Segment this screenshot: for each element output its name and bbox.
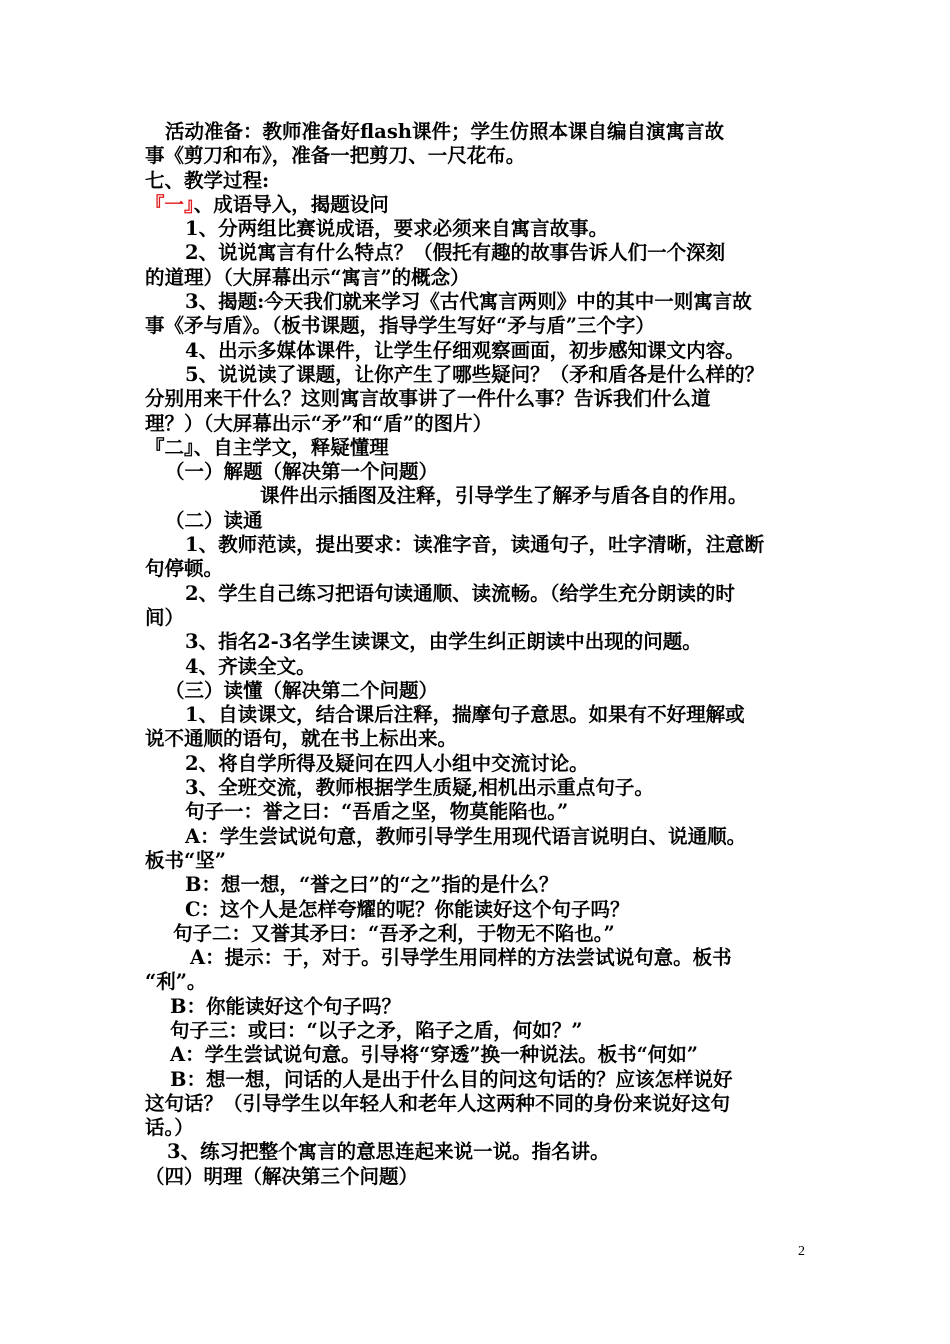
section-heading [145,193,810,217]
text-line: 事《剪刀和布》，准备一把剪刀、一尺花布。 [145,144,526,168]
text-line: 5、说说读了课题，让你产生了哪些疑问？（矛和盾各是什么样的？ [185,362,765,386]
example-sentence: 句子三：或曰：“以子之矛，陷子之盾，何如？” [170,1018,583,1042]
text-line: 4、出示多媒体课件，让学生仔细观察画面，初步感知课文内容。 [185,338,745,362]
text-line: 说不通顺的语句，就在书上标出来。 [145,727,458,751]
text-line: 3、指名2-3名学生读课文，由学生纠正朗读中出现的问题。 [185,630,702,654]
text-line: 3、揭题:今天我们就来学习《古代寓言两则》中的其中一则寓言故 [185,290,752,314]
text-line: 间） [145,605,185,629]
subsection-heading: （二）读通 [165,508,263,532]
text-line: 1、教师范读，提出要求：读准字音，读通句子，吐字清晰，注意断 [185,533,765,557]
section-heading: 『二』、自主学文，释疑懂理 [145,435,389,459]
text-line: A：提示：于，对于。引导学生用同样的方法尝试说句意。板书 [190,946,732,970]
text-line: 1、分两组比赛说成语，要求必须来自寓言故事。 [185,217,609,241]
text-line: 事《矛与盾》。（板书课题，指导学生写好“矛与盾”三个字） [145,314,655,338]
example-sentence: 句子一：誉之曰：“吾盾之坚，物莫能陷也。” [185,800,569,824]
text-line: 2、学生自己练习把语句读通顺、读流畅。（给学生充分朗读的时 [185,581,735,605]
subsection-heading: （四）明理（解决第三个问题） [145,1164,419,1188]
section-one-title: 、成语导入，揭题设问 [193,192,389,216]
text-line: 3、全班交流，教师根据学生质疑,相机出示重点句子。 [185,776,654,800]
subsection-heading: （一）解题（解决第一个问题） [165,460,439,484]
text-line: A：学生尝试说句意。引导将“穿透”换一种说法。板书“何如” [170,1043,698,1067]
page-number: 2 [798,1244,805,1259]
text-line: 1、自读课文，结合课后注释，揣摩句子意思。如果有不好理解或 [185,703,745,727]
text-line: 分别用来干什么？这则寓言故事讲了一件什么事？告诉我们什么道 [145,387,711,411]
text-line: C：这个人是怎样夸耀的呢？你能读好这个句子吗？ [185,897,630,921]
text-line: B：想一想，问话的人是出于什么目的问这句话的？应该怎样说好 [170,1067,733,1091]
text-line: 2、将自学所得及疑问在四人小组中交流讨论。 [185,751,589,775]
example-sentence: 句子二：又誉其矛曰：“吾矛之利，于物无不陷也。” [173,921,615,945]
lesson-plan-body [145,120,810,1189]
text-line: 的道理）（大屏幕出示“寓言”的概念） [145,265,470,289]
section-one-mark: 『一』 [145,192,194,216]
text-line: 课件出示插图及注释，引导学生了解矛与盾各自的作用。 [260,484,748,508]
text-line: 理？）（大屏幕出示“矛”和“盾”的图片） [145,411,493,435]
text-line: 话。） [145,1116,194,1140]
text-line: 活动准备：教师准备好flash课件；学生仿照本课自编自演寓言故 [165,120,724,143]
text-line: 3、练习把整个寓言的意思连起来说一说。指名讲。 [167,1140,610,1164]
text-line: B：想一想，“誉之曰”的“之”指的是什么？ [185,873,559,897]
text-line: A：学生尝试说句意，教师引导学生用现代语言说明白、说通顺。 [185,824,747,848]
subsection-heading: （三）读懂（解决第二个问题） [165,678,439,702]
text-line: 这句话？（引导学生以年轻人和老年人这两种不同的身份来说好这句 [145,1091,731,1115]
text-line: 4、齐读全文。 [185,654,316,678]
text-line: B：你能读好这个句子吗？ [170,994,401,1018]
text-line: “利”。 [145,970,207,994]
text-line: 2、说说寓言有什么特点？（假托有趣的故事告诉人们一个深刻 [185,241,726,265]
text-line: 句停顿。 [145,557,224,581]
section-heading: 七、教学过程: [145,168,270,192]
text-line: 板书“坚” [145,848,226,872]
